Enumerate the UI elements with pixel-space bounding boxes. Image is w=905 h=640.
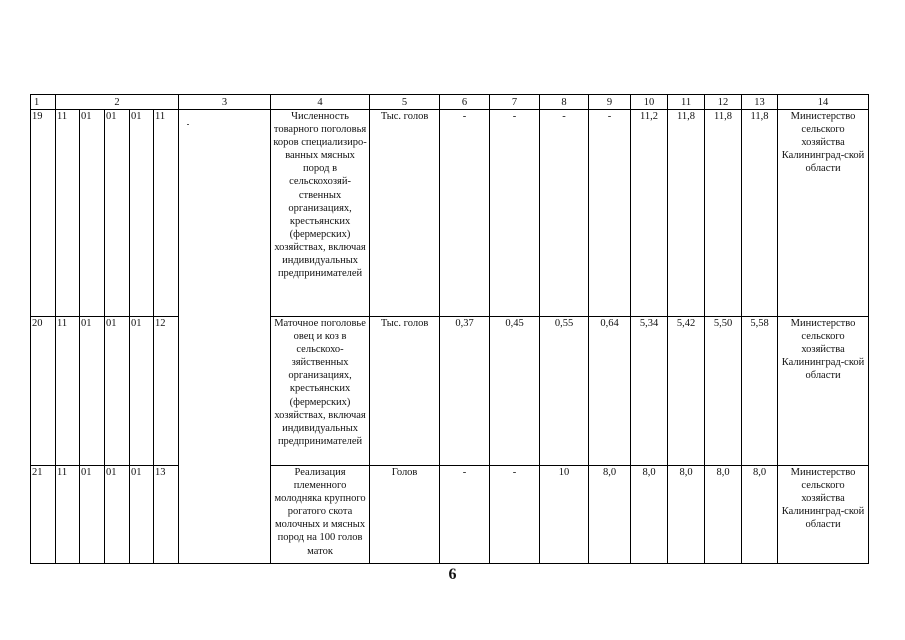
table-row — [31, 317, 869, 466]
header-col-3: 3 — [179, 95, 271, 110]
value-cell: 11,8 — [668, 110, 705, 317]
header-col-11: 11 — [668, 95, 705, 110]
responsible-executor: Министерство сельского хозяйства Калининград-ской области — [778, 466, 869, 564]
code-cell: 01 — [80, 317, 105, 466]
code-cell: 11 — [56, 317, 80, 466]
value-cell: 5,34 — [631, 317, 668, 466]
value-cell: 5,50 — [705, 317, 742, 466]
header-col-9: 9 — [589, 95, 631, 110]
value-cell: 8,0 — [668, 466, 705, 564]
value-cell: 0,55 — [540, 317, 589, 466]
value-cell: 5,58 — [742, 317, 778, 466]
code-cell: 12 — [154, 317, 179, 466]
code-cell: 01 — [80, 466, 105, 564]
table-row — [31, 110, 869, 317]
value-cell: - — [540, 110, 589, 317]
unit-cell: Голов — [370, 466, 440, 564]
code-cell: 01 — [105, 110, 130, 317]
row-number: 21 — [31, 466, 56, 564]
header-row — [31, 95, 869, 110]
value-cell: 0,64 — [589, 317, 631, 466]
value-cell: - — [490, 110, 540, 317]
value-cell: 8,0 — [589, 466, 631, 564]
code-cell: 11 — [56, 466, 80, 564]
indicator-name: Маточное поголовье овец и коз в сельскохо-зяйственных организациях, крестьянских (фермерских) хозяйствах, включая индивидуальных предпринимателей — [271, 317, 370, 466]
value-cell: - — [440, 110, 490, 317]
header-col-8: 8 — [540, 95, 589, 110]
header-col-13: 13 — [742, 95, 778, 110]
value-cell: 10 — [540, 466, 589, 564]
unit-cell: Тыс. голов — [370, 110, 440, 317]
header-col-1: 1 — [31, 95, 56, 110]
header-col-7: 7 — [490, 95, 540, 110]
value-cell: - — [490, 466, 540, 564]
code-cell: 01 — [105, 317, 130, 466]
value-cell: 5,42 — [668, 317, 705, 466]
header-col-4: 4 — [271, 95, 370, 110]
value-cell: 8,0 — [705, 466, 742, 564]
code-cell: 01 — [130, 466, 154, 564]
responsible-executor: Министерство сельского хозяйства Калининград-ской области — [778, 317, 869, 466]
value-cell: - — [589, 110, 631, 317]
indicator-name: Численность товарного поголовья коров специализиро-ванных мясных пород в сельскохозяй-ственных организациях, крестьянских (фермерских) хозяйствах, включая индивидуальных предпринимателей — [271, 110, 370, 317]
value-cell: 8,0 — [742, 466, 778, 564]
value-cell: 11,8 — [742, 110, 778, 317]
row-number: 20 — [31, 317, 56, 466]
header-col-12: 12 — [705, 95, 742, 110]
indicators-table — [30, 94, 869, 564]
scan-speck — [187, 124, 189, 125]
value-cell: 11,2 — [631, 110, 668, 317]
unit-cell: Тыс. голов — [370, 317, 440, 466]
code-cell: 01 — [130, 110, 154, 317]
code-cell: 01 — [130, 317, 154, 466]
header-col-14: 14 — [778, 95, 869, 110]
responsible-executor: Министерство сельского хозяйства Калининград-ской области — [778, 110, 869, 317]
value-cell: 8,0 — [631, 466, 668, 564]
code-cell: 11 — [154, 110, 179, 317]
header-col-2: 2 — [56, 95, 179, 110]
value-cell: 0,45 — [490, 317, 540, 466]
value-cell: - — [440, 466, 490, 564]
column-3-cell — [179, 110, 271, 564]
row-number: 19 — [31, 110, 56, 317]
page-number: 6 — [448, 566, 457, 583]
header-col-6: 6 — [440, 95, 490, 110]
code-cell: 11 — [56, 110, 80, 317]
value-cell: 11,8 — [705, 110, 742, 317]
indicator-name: Реализация племенного молодняка крупного рогатого скота молочных и мясных пород на 100 голов маток — [271, 466, 370, 564]
value-cell: 0,37 — [440, 317, 490, 466]
code-cell: 13 — [154, 466, 179, 564]
header-col-5: 5 — [370, 95, 440, 110]
table-row — [31, 466, 869, 564]
code-cell: 01 — [80, 110, 105, 317]
code-cell: 01 — [105, 466, 130, 564]
header-col-10: 10 — [631, 95, 668, 110]
